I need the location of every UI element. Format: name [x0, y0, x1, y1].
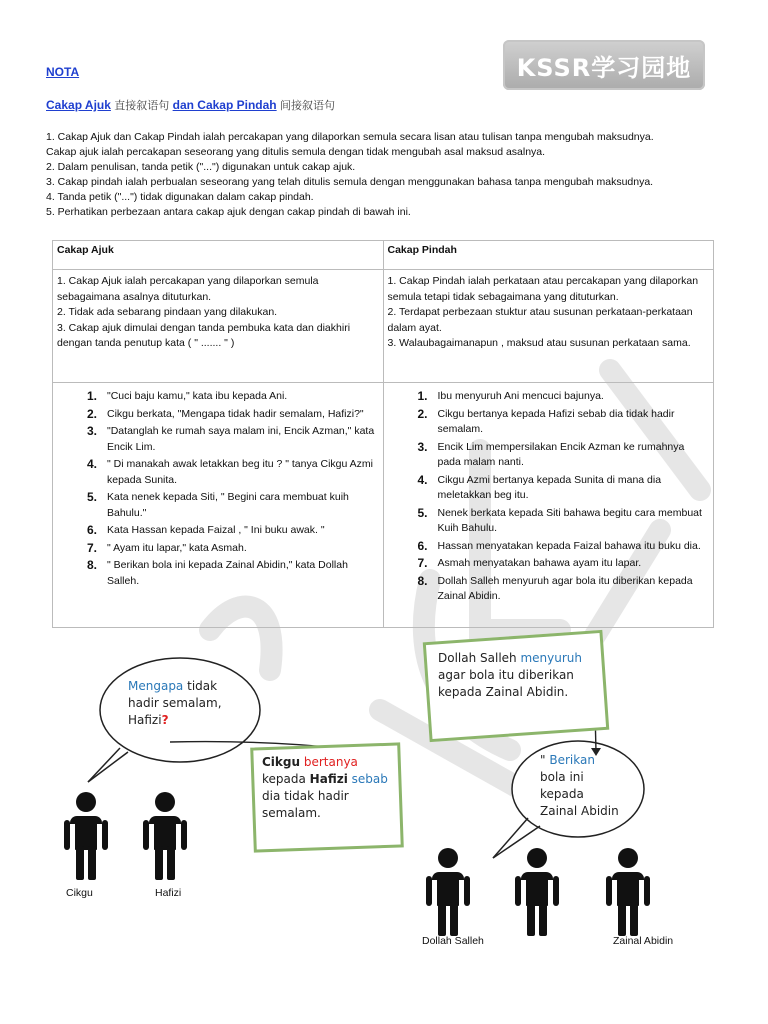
note-word: menyuruh [520, 651, 582, 665]
item-number: 1. [417, 389, 428, 403]
bubble-word: kepada [540, 787, 584, 801]
item-text: " Di manakah awak letakkan beg itu ? " tanya Cikgu Azmi kepada Sunita. [107, 458, 374, 486]
intro-line: 2. Dalam penulisan, tanda petik ("...") digunakan untuk cakap ajuk. [46, 161, 356, 173]
bubble-word: " [540, 753, 550, 767]
note-word: kepada Zainal Abidin. [438, 685, 569, 699]
list-item [388, 473, 710, 504]
item-number: 2. [417, 406, 428, 421]
item-number: 5. [417, 505, 428, 520]
header-cakap-pindah: Cakap Pindah [383, 241, 714, 270]
list-item [57, 457, 379, 488]
item-number: 8. [86, 558, 97, 572]
note-word: Hafizi [309, 772, 348, 786]
item-text: Cikgu berkata, "Mengapa tidak hadir semalam, Hafizi?" [107, 407, 364, 420]
intro-line: 5. Perhatikan perbezaan antara cakap ajuk dengan cakap pindah di bawah ini. [46, 206, 411, 218]
person-zainal-abidin-icon [606, 848, 650, 936]
intro-line: 1. Cakap Ajuk dan Cakap Pindah ialah percakapan yang dilaporkan semula secara lisan atau tulisan tanpa mengubah maksudnya. [46, 131, 654, 143]
item-text: " Ayam itu lapar," kata Asmah. [107, 541, 247, 554]
examples-ajuk [53, 383, 384, 628]
examples-pindah [383, 383, 714, 628]
heading-pindah-cn: 间接叙语句 [279, 99, 335, 112]
item-text: Asmah menyatakan bahawa ayam itu lapar. [437, 557, 642, 569]
definition-line: 2. Terdapat perbezaan stuktur atau susunan perkataan-perkataan dalam ayat. [387, 306, 693, 334]
definition-line: 1. Cakap Pindah ialah perkataan atau percakapan yang dilaporkan semula tetapi tidak sebagaimana yang dituturkan. [387, 275, 699, 303]
table-row-examples [53, 383, 714, 628]
note-word: Cikgu [262, 755, 301, 769]
bubble-word: bola ini [540, 770, 584, 784]
person-middle-icon [515, 848, 559, 936]
item-number: 6. [86, 523, 97, 537]
bubble-word: ? [161, 713, 169, 727]
note-word: agar bola itu diberikan [438, 668, 574, 682]
item-number: 1. [86, 389, 97, 403]
item-text: Kata nenek kepada Siti, " Begini cara membuat kuih Bahulu." [107, 491, 349, 519]
definition-pindah [383, 270, 714, 383]
list-item [388, 440, 710, 471]
person-hafizi-icon [143, 792, 187, 880]
list-item [388, 574, 710, 605]
item-number: 7. [417, 556, 428, 570]
list-item [57, 407, 379, 423]
list-item [388, 506, 710, 537]
list-item [57, 558, 379, 589]
item-number: 4. [86, 457, 97, 471]
bubble-word: Zainal Abidin [540, 804, 619, 818]
table-header-row [53, 241, 714, 270]
item-text: "Datanglah ke rumah saya malam ini, Encik Azman," kata Encik Lim. [107, 425, 375, 453]
item-text: Hassan menyatakan kepada Faizal bahawa itu buku dia. [437, 539, 701, 552]
item-text: Cikgu bertanya kepada Hafizi sebab dia tidak hadir semalam. [437, 407, 675, 435]
note-word: Dollah Salleh [438, 651, 521, 665]
bubble-word: Mengapa [128, 679, 184, 693]
intro-line: 3. Cakap pindah ialah perbualan seseorang yang telah ditulis semula dengan menggunakan bahasa tanpa mengubah maksudnya. [46, 176, 654, 188]
list-item [388, 539, 710, 555]
list-item [57, 541, 379, 557]
list-item [57, 424, 379, 455]
note-word: bertanya [300, 755, 358, 769]
item-number: 2. [86, 406, 97, 421]
note-word: kepada [262, 772, 310, 786]
item-number: 7. [86, 540, 97, 555]
list-item [388, 389, 710, 405]
item-text: Kata Hassan kepada Faizal , " Ini buku awak. " [107, 524, 325, 536]
list-item [57, 523, 379, 539]
bubble-word: Hafizi [128, 713, 162, 727]
label-zainal-abidin: Zainal Abidin [613, 935, 674, 947]
people-figures [0, 780, 768, 960]
person-dollah-salleh-icon [426, 848, 470, 936]
bubble-word: hadir semalam, [128, 696, 222, 710]
heading [46, 97, 335, 113]
intro-notes [46, 130, 706, 220]
bubble-word: Berikan [549, 753, 595, 767]
sticky-note-right-text [438, 650, 603, 701]
definition-line: 1. Cakap Ajuk ialah percakapan yang dilaporkan semula sebagaimana asalnya dituturkan. [57, 275, 319, 303]
note-word: semalam. [262, 806, 321, 820]
item-number: 3. [86, 424, 97, 438]
item-number: 6. [417, 538, 428, 553]
definition-line: 2. Tidak ada sebarang pindaan yang dilakukan. [57, 306, 278, 318]
item-text: Dollah Salleh menyuruh agar bola itu diberikan kepada Zainal Abidin. [437, 574, 693, 602]
label-hafizi: Hafizi [155, 887, 182, 899]
note-word: sebab [347, 772, 388, 786]
label-dollah-salleh: Dollah Salleh [422, 935, 484, 947]
nota-title[interactable]: NOTA [46, 65, 80, 79]
comparison-table [52, 240, 714, 628]
item-number: 5. [86, 490, 97, 504]
watermark-logo: KSSR学习园地 [503, 40, 705, 90]
heading-pindah[interactable]: dan Cakap Pindah [172, 98, 277, 112]
label-cikgu: Cikgu [66, 887, 93, 899]
header-cakap-ajuk: Cakap Ajuk [53, 241, 384, 270]
person-cikgu-icon [64, 792, 108, 880]
definition-line: 3. Cakap ajuk dimulai dengan tanda pembuka kata dan diakhiri dengan tanda penutup kata ( " ....... " ) [57, 321, 351, 349]
list-item [57, 389, 379, 405]
item-number: 4. [417, 472, 428, 487]
list-item [57, 490, 379, 521]
examples-pindah-list [388, 389, 710, 605]
item-number: 3. [417, 439, 428, 454]
definition-line: 3. Walaubagaimanapun , maksud atau susunan perkataan sama. [387, 337, 691, 349]
bubble-word: tidak [183, 679, 218, 693]
list-item [388, 556, 710, 572]
definition-ajuk [53, 270, 384, 383]
note-word: dia tidak hadir [262, 789, 349, 803]
item-text: "Cuci baju kamu," kata ibu kepada Ani. [107, 390, 288, 402]
intro-line: 4. Tanda petik ("...") tidak digunakan dalam cakap pindah. [46, 191, 314, 203]
speech-bubble-left-text [128, 678, 248, 729]
intro-line: Cakap ajuk ialah percakapan seseorang yang ditulis semula dengan tidak mengubah asal maksud asalnya. [46, 146, 546, 158]
heading-ajuk[interactable]: Cakap Ajuk [46, 98, 111, 112]
item-text: Nenek berkata kepada Siti bahawa begitu cara membuat Kuih Bahulu. [437, 506, 702, 534]
item-text: Cikgu Azmi bertanya kepada Sunita di mana dia meletakkan beg itu. [437, 473, 662, 501]
item-text: Ibu menyuruh Ani mencuci bajunya. [437, 390, 604, 402]
item-text: " Berikan bola ini kepada Zainal Abidin," kata Dollah Salleh. [107, 559, 348, 587]
examples-ajuk-list [57, 389, 379, 589]
heading-ajuk-cn: 直接叙语句 [114, 99, 170, 112]
item-text: Encik Lim mempersilakan Encik Azman ke rumahnya pada malam nanti. [437, 440, 685, 468]
list-item [388, 407, 710, 438]
item-number: 8. [417, 573, 428, 588]
table-row-definitions [53, 270, 714, 383]
